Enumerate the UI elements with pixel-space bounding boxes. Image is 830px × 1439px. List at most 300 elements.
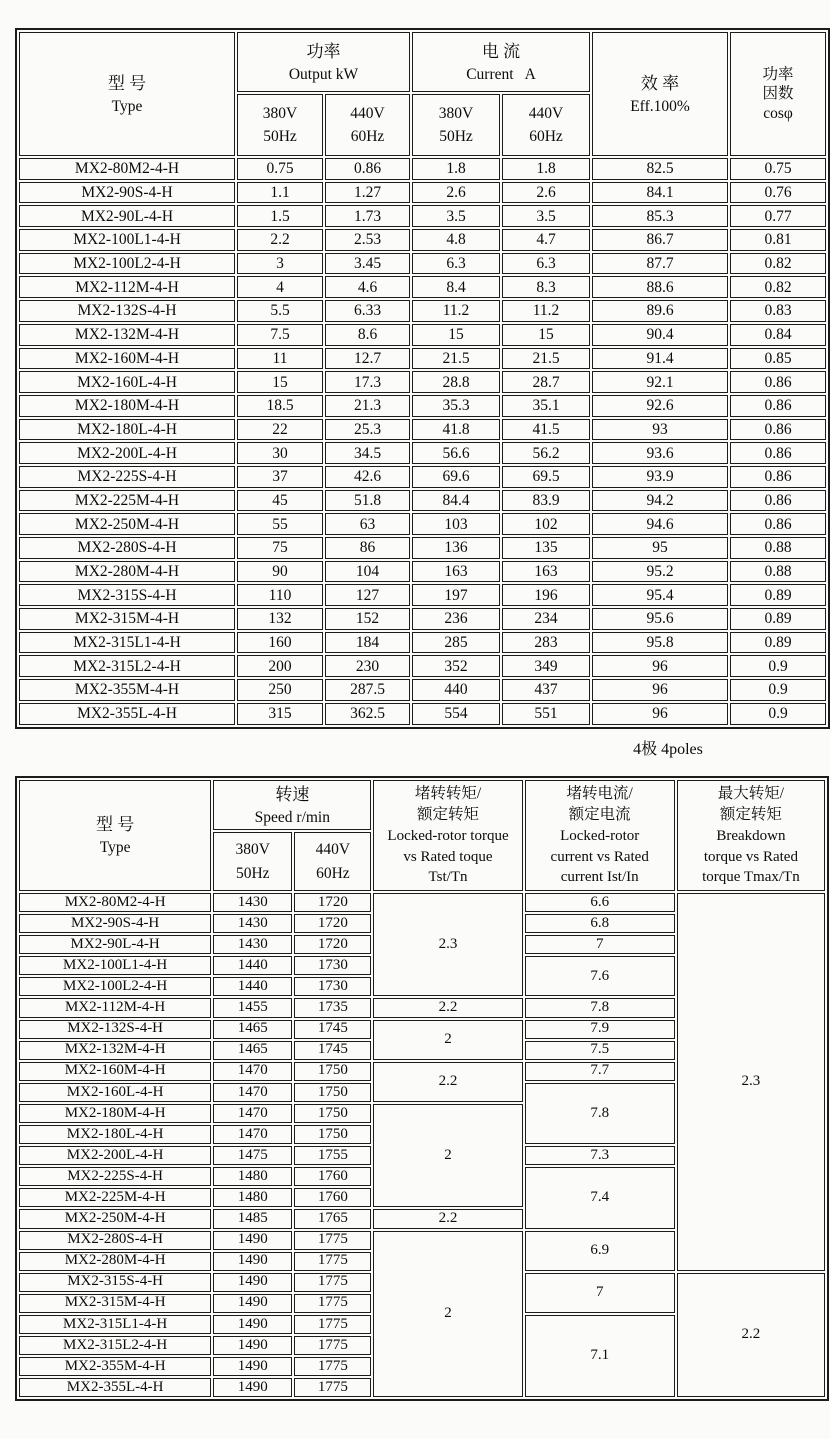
- output-current-table-header: [19, 32, 826, 156]
- header-type: [19, 780, 211, 891]
- value-cell: 1490: [213, 1378, 292, 1397]
- model-cell: MX2-180M-4-H: [19, 1104, 211, 1123]
- value-cell: 1465: [213, 1041, 292, 1060]
- value-cell: 15: [412, 324, 500, 346]
- model-cell: MX2-180L-4-H: [19, 419, 235, 441]
- value-cell: 1485: [213, 1209, 292, 1228]
- value-cell: 1.8: [412, 158, 500, 180]
- header-output-440v: 440V 60Hz: [325, 94, 410, 156]
- table-row: [19, 679, 826, 701]
- value-cell: 1750: [294, 1104, 371, 1123]
- model-cell: MX2-280S-4-H: [19, 537, 235, 559]
- table-row: [19, 395, 826, 417]
- value-cell: 2.53: [325, 229, 410, 251]
- table-row: [19, 276, 826, 298]
- header-speed-cn: 转速: [275, 784, 310, 804]
- table-row: [19, 419, 826, 441]
- header-row-1: [19, 32, 826, 92]
- value-cell: 84.1: [592, 182, 728, 204]
- value-cell: 37: [237, 466, 323, 488]
- header-type-en: Type: [99, 839, 131, 857]
- model-cell: MX2-355M-4-H: [19, 679, 235, 701]
- value-cell: 103: [412, 513, 500, 535]
- model-cell: MX2-160L-4-H: [19, 371, 235, 393]
- header-current-en: Current A: [466, 65, 536, 83]
- value-cell: 0.89: [730, 584, 826, 606]
- value-cell: 21.3: [325, 395, 410, 417]
- value-cell: 1490: [213, 1252, 292, 1271]
- value-cell: 1775: [294, 1252, 371, 1271]
- table-row: [19, 229, 826, 251]
- torque-table-body: [19, 893, 825, 1397]
- value-cell: 1440: [213, 956, 292, 975]
- output-current-table: [15, 28, 830, 729]
- value-cell: 35.1: [502, 395, 590, 417]
- torque-speed-table: [15, 776, 829, 1401]
- value-cell: 86: [325, 537, 410, 559]
- value-cell: 93: [592, 419, 728, 441]
- value-cell: 69.5: [502, 466, 590, 488]
- value-cell: 5.5: [237, 300, 323, 322]
- value-cell: 42.6: [325, 466, 410, 488]
- value-cell: 95.2: [592, 561, 728, 583]
- value-cell: 41.8: [412, 419, 500, 441]
- model-cell: MX2-132S-4-H: [19, 300, 235, 322]
- header-current-a: [412, 32, 590, 92]
- table-row: [19, 205, 826, 227]
- value-cell: 6.33: [325, 300, 410, 322]
- value-cell: 90: [237, 561, 323, 583]
- value-cell: 21.5: [412, 348, 500, 370]
- value-cell: 1720: [294, 914, 371, 933]
- value-cell: 1.73: [325, 205, 410, 227]
- model-cell: MX2-355M-4-H: [19, 1357, 211, 1376]
- model-cell: MX2-315L1-4-H: [19, 1315, 211, 1334]
- header-ist-in: 堵转电流/ 额定电流 Locked-rotor current vs Rated current Ist/In: [525, 780, 675, 891]
- model-cell: MX2-315S-4-H: [19, 1273, 211, 1292]
- value-cell: 0.82: [730, 276, 826, 298]
- value-cell: 0.85: [730, 348, 826, 370]
- value-cell: 102: [502, 513, 590, 535]
- value-cell: 349: [502, 655, 590, 677]
- value-cell: 88.6: [592, 276, 728, 298]
- header-current-cn: 电 流: [481, 41, 521, 61]
- model-cell: MX2-200L-4-H: [19, 1146, 211, 1165]
- model-cell: MX2-100L1-4-H: [19, 956, 211, 975]
- value-cell: 75: [237, 537, 323, 559]
- value-cell: 45: [237, 490, 323, 512]
- value-cell: 1750: [294, 1062, 371, 1081]
- value-cell: 1465: [213, 1020, 292, 1039]
- table-row: [19, 893, 825, 912]
- value-cell: 0.84: [730, 324, 826, 346]
- value-cell: 55: [237, 513, 323, 535]
- value-cell: 551: [502, 703, 590, 725]
- value-cell: 35.3: [412, 395, 500, 417]
- header-tst-tn: 堵转转矩/ 额定转矩 Locked-rotor torque vs Rated toque Tst/Tn: [373, 780, 522, 891]
- value-cell: 1730: [294, 956, 371, 975]
- value-cell: 82.5: [592, 158, 728, 180]
- table-row: [19, 348, 826, 370]
- ist-ratio-cell: 7: [525, 935, 675, 954]
- value-cell: 11: [237, 348, 323, 370]
- value-cell: 94.6: [592, 513, 728, 535]
- value-cell: 1745: [294, 1041, 371, 1060]
- value-cell: 28.8: [412, 371, 500, 393]
- value-cell: 17.3: [325, 371, 410, 393]
- model-cell: MX2-90S-4-H: [19, 182, 235, 204]
- value-cell: 127: [325, 584, 410, 606]
- value-cell: 1745: [294, 1020, 371, 1039]
- value-cell: 1775: [294, 1378, 371, 1397]
- value-cell: 3: [237, 253, 323, 275]
- model-cell: MX2-132M-4-H: [19, 1041, 211, 1060]
- model-cell: MX2-200L-4-H: [19, 442, 235, 464]
- value-cell: 0.77: [730, 205, 826, 227]
- header-speed: [213, 780, 371, 830]
- tmax-ratio-cell: 2.2: [677, 1273, 825, 1398]
- value-cell: 230: [325, 655, 410, 677]
- value-cell: 4.7: [502, 229, 590, 251]
- model-cell: MX2-250M-4-H: [19, 513, 235, 535]
- value-cell: 56.6: [412, 442, 500, 464]
- value-cell: 22: [237, 419, 323, 441]
- header-type: [19, 32, 235, 156]
- value-cell: 440: [412, 679, 500, 701]
- value-cell: 0.9: [730, 679, 826, 701]
- value-cell: 3.5: [412, 205, 500, 227]
- header-efficiency-cn: 效 率: [640, 73, 680, 93]
- value-cell: 56.2: [502, 442, 590, 464]
- value-cell: 1490: [213, 1231, 292, 1250]
- value-cell: 1470: [213, 1062, 292, 1081]
- model-cell: MX2-132M-4-H: [19, 324, 235, 346]
- model-cell: MX2-315S-4-H: [19, 584, 235, 606]
- header-type-cn: 型 号: [95, 815, 135, 835]
- model-cell: MX2-100L1-4-H: [19, 229, 235, 251]
- model-cell: MX2-160M-4-H: [19, 348, 235, 370]
- value-cell: 1720: [294, 893, 371, 912]
- value-cell: 0.86: [730, 490, 826, 512]
- tst-ratio-cell: 2.2: [373, 1209, 522, 1228]
- ist-ratio-cell: 7.4: [525, 1167, 675, 1228]
- table-row: [19, 253, 826, 275]
- tmax-ratio-cell: 2.3: [677, 893, 825, 1271]
- value-cell: 96: [592, 679, 728, 701]
- poles-caption: 4极 4poles: [633, 741, 703, 758]
- value-cell: 92.6: [592, 395, 728, 417]
- value-cell: 200: [237, 655, 323, 677]
- table-row: [19, 537, 826, 559]
- value-cell: 1480: [213, 1167, 292, 1186]
- model-cell: MX2-315L1-4-H: [19, 632, 235, 654]
- tst-ratio-cell: 2: [373, 1104, 522, 1207]
- value-cell: 0.88: [730, 537, 826, 559]
- value-cell: 96: [592, 703, 728, 725]
- value-cell: 0.86: [730, 371, 826, 393]
- table-row: [19, 182, 826, 204]
- value-cell: 236: [412, 608, 500, 630]
- value-cell: 1730: [294, 977, 371, 996]
- table-row: [19, 608, 826, 630]
- model-cell: MX2-225S-4-H: [19, 466, 235, 488]
- value-cell: 83.9: [502, 490, 590, 512]
- value-cell: 91.4: [592, 348, 728, 370]
- value-cell: 1760: [294, 1188, 371, 1207]
- model-cell: MX2-80M2-4-H: [19, 158, 235, 180]
- value-cell: 90.4: [592, 324, 728, 346]
- model-cell: MX2-90S-4-H: [19, 914, 211, 933]
- value-cell: 283: [502, 632, 590, 654]
- value-cell: 362.5: [325, 703, 410, 725]
- value-cell: 84.4: [412, 490, 500, 512]
- header-output-en: Output kW: [288, 65, 359, 83]
- table-row: [19, 442, 826, 464]
- model-cell: MX2-180M-4-H: [19, 395, 235, 417]
- value-cell: 11.2: [412, 300, 500, 322]
- value-cell: 0.89: [730, 608, 826, 630]
- value-cell: 437: [502, 679, 590, 701]
- value-cell: 1775: [294, 1357, 371, 1376]
- value-cell: 18.5: [237, 395, 323, 417]
- value-cell: 94.2: [592, 490, 728, 512]
- value-cell: 132: [237, 608, 323, 630]
- value-cell: 89.6: [592, 300, 728, 322]
- value-cell: 0.86: [730, 419, 826, 441]
- header-pf-en: cosφ: [763, 104, 793, 122]
- value-cell: 6.3: [502, 253, 590, 275]
- value-cell: 1490: [213, 1294, 292, 1313]
- value-cell: 25.3: [325, 419, 410, 441]
- model-cell: MX2-160M-4-H: [19, 1062, 211, 1081]
- ist-ratio-cell: 7.1: [525, 1315, 675, 1397]
- value-cell: 0.9: [730, 703, 826, 725]
- value-cell: 152: [325, 608, 410, 630]
- value-cell: 0.86: [325, 158, 410, 180]
- value-cell: 86.7: [592, 229, 728, 251]
- value-cell: 1470: [213, 1104, 292, 1123]
- value-cell: 0.81: [730, 229, 826, 251]
- value-cell: 2.2: [237, 229, 323, 251]
- model-cell: MX2-90L-4-H: [19, 935, 211, 954]
- value-cell: 4: [237, 276, 323, 298]
- value-cell: 1735: [294, 998, 371, 1017]
- value-cell: 1750: [294, 1083, 371, 1102]
- value-cell: 96: [592, 655, 728, 677]
- value-cell: 1430: [213, 935, 292, 954]
- value-cell: 554: [412, 703, 500, 725]
- header-type-en: Type: [111, 97, 143, 115]
- model-cell: MX2-280M-4-H: [19, 1252, 211, 1271]
- model-cell: MX2-315L2-4-H: [19, 1336, 211, 1355]
- value-cell: 1490: [213, 1273, 292, 1292]
- value-cell: 85.3: [592, 205, 728, 227]
- value-cell: 0.82: [730, 253, 826, 275]
- table-row: [19, 324, 826, 346]
- value-cell: 1755: [294, 1146, 371, 1165]
- ist-ratio-cell: 7.5: [525, 1041, 675, 1060]
- model-cell: MX2-280M-4-H: [19, 561, 235, 583]
- value-cell: 2.6: [502, 182, 590, 204]
- value-cell: 8.6: [325, 324, 410, 346]
- header-output-380v: 380V 50Hz: [237, 94, 323, 156]
- model-cell: MX2-280S-4-H: [19, 1231, 211, 1250]
- tst-ratio-cell: 2.2: [373, 998, 522, 1017]
- value-cell: 0.75: [237, 158, 323, 180]
- table-row: [19, 513, 826, 535]
- value-cell: 41.5: [502, 419, 590, 441]
- model-cell: MX2-112M-4-H: [19, 998, 211, 1017]
- value-cell: 1490: [213, 1357, 292, 1376]
- value-cell: 95.6: [592, 608, 728, 630]
- header-speed-440v: 440V 60Hz: [294, 832, 371, 891]
- table-row: [19, 300, 826, 322]
- value-cell: 1440: [213, 977, 292, 996]
- value-cell: 2.6: [412, 182, 500, 204]
- header-efficiency: [592, 32, 728, 156]
- value-cell: 0.86: [730, 395, 826, 417]
- value-cell: 136: [412, 537, 500, 559]
- header-current-380v: 380V 50Hz: [412, 94, 500, 156]
- model-cell: MX2-355L-4-H: [19, 1378, 211, 1397]
- value-cell: 234: [502, 608, 590, 630]
- header-speed-en: Speed r/min: [254, 808, 330, 826]
- value-cell: 0.89: [730, 632, 826, 654]
- value-cell: 1.5: [237, 205, 323, 227]
- ist-ratio-cell: 6.9: [525, 1231, 675, 1271]
- value-cell: 1475: [213, 1146, 292, 1165]
- model-cell: MX2-225S-4-H: [19, 1167, 211, 1186]
- ist-ratio-cell: 7.8: [525, 1083, 675, 1144]
- value-cell: 28.7: [502, 371, 590, 393]
- value-cell: 1455: [213, 998, 292, 1017]
- table-row: [19, 561, 826, 583]
- value-cell: 12.7: [325, 348, 410, 370]
- header-output-cn: 功率: [306, 41, 341, 61]
- model-cell: MX2-180L-4-H: [19, 1125, 211, 1144]
- value-cell: 0.9: [730, 655, 826, 677]
- model-cell: MX2-225M-4-H: [19, 490, 235, 512]
- model-cell: MX2-100L2-4-H: [19, 253, 235, 275]
- value-cell: 287.5: [325, 679, 410, 701]
- table-row: [19, 655, 826, 677]
- value-cell: 0.75: [730, 158, 826, 180]
- value-cell: 1430: [213, 914, 292, 933]
- ist-ratio-cell: 7.7: [525, 1062, 675, 1081]
- value-cell: 15: [502, 324, 590, 346]
- value-cell: 93.9: [592, 466, 728, 488]
- ist-ratio-cell: 6.6: [525, 893, 675, 912]
- value-cell: 51.8: [325, 490, 410, 512]
- ist-ratio-cell: 7: [525, 1273, 675, 1313]
- value-cell: 1775: [294, 1231, 371, 1250]
- value-cell: 285: [412, 632, 500, 654]
- value-cell: 8.4: [412, 276, 500, 298]
- value-cell: 1775: [294, 1336, 371, 1355]
- header-pf-cn1: 功率: [762, 65, 794, 83]
- value-cell: 1480: [213, 1188, 292, 1207]
- value-cell: 197: [412, 584, 500, 606]
- header-efficiency-en: Eff.100%: [630, 97, 690, 115]
- value-cell: 3.45: [325, 253, 410, 275]
- value-cell: 7.5: [237, 324, 323, 346]
- table-row: [19, 584, 826, 606]
- torque-speed-table-header: [19, 780, 825, 891]
- header-output-kw: [237, 32, 410, 92]
- value-cell: 163: [502, 561, 590, 583]
- header-pf-cn2: 因数: [762, 85, 794, 103]
- value-cell: 1720: [294, 935, 371, 954]
- value-cell: 3.5: [502, 205, 590, 227]
- value-cell: 30: [237, 442, 323, 464]
- value-cell: 6.3: [412, 253, 500, 275]
- value-cell: 352: [412, 655, 500, 677]
- value-cell: 11.2: [502, 300, 590, 322]
- value-cell: 4.8: [412, 229, 500, 251]
- value-cell: 110: [237, 584, 323, 606]
- value-cell: 95.4: [592, 584, 728, 606]
- value-cell: 135: [502, 537, 590, 559]
- value-cell: 0.86: [730, 466, 826, 488]
- table-row: [19, 158, 826, 180]
- value-cell: 95.8: [592, 632, 728, 654]
- value-cell: 92.1: [592, 371, 728, 393]
- value-cell: 1430: [213, 893, 292, 912]
- table-row: [19, 632, 826, 654]
- value-cell: 1775: [294, 1294, 371, 1313]
- value-cell: 34.5: [325, 442, 410, 464]
- value-cell: 1760: [294, 1167, 371, 1186]
- tst-ratio-cell: 2: [373, 1020, 522, 1060]
- model-cell: MX2-355L-4-H: [19, 703, 235, 725]
- value-cell: 160: [237, 632, 323, 654]
- value-cell: 15: [237, 371, 323, 393]
- value-cell: 163: [412, 561, 500, 583]
- output-table-body: [19, 158, 826, 725]
- tst-ratio-cell: 2: [373, 1231, 522, 1398]
- value-cell: 93.6: [592, 442, 728, 464]
- value-cell: 250: [237, 679, 323, 701]
- model-cell: MX2-250M-4-H: [19, 1209, 211, 1228]
- value-cell: 0.86: [730, 513, 826, 535]
- ist-ratio-cell: 7.3: [525, 1146, 675, 1165]
- header-speed-380v: 380V 50Hz: [213, 832, 292, 891]
- value-cell: 0.88: [730, 561, 826, 583]
- value-cell: 1490: [213, 1336, 292, 1355]
- table-row: [19, 703, 826, 725]
- value-cell: 0.76: [730, 182, 826, 204]
- value-cell: 0.86: [730, 442, 826, 464]
- model-cell: MX2-90L-4-H: [19, 205, 235, 227]
- model-cell: MX2-160L-4-H: [19, 1083, 211, 1102]
- value-cell: 4.6: [325, 276, 410, 298]
- ist-ratio-cell: 7.8: [525, 998, 675, 1017]
- ist-ratio-cell: 6.8: [525, 914, 675, 933]
- model-cell: MX2-112M-4-H: [19, 276, 235, 298]
- model-cell: MX2-100L2-4-H: [19, 977, 211, 996]
- tst-ratio-cell: 2.2: [373, 1062, 522, 1102]
- model-cell: MX2-315M-4-H: [19, 1294, 211, 1313]
- table-row: [19, 466, 826, 488]
- value-cell: 1470: [213, 1125, 292, 1144]
- model-cell: MX2-225M-4-H: [19, 1188, 211, 1207]
- value-cell: 21.5: [502, 348, 590, 370]
- value-cell: 1490: [213, 1315, 292, 1334]
- header-row-1: [19, 780, 825, 830]
- model-cell: MX2-315L2-4-H: [19, 655, 235, 677]
- header-tmax-tn: 最大转矩/ 额定转矩 Breakdown torque vs Rated torque Tmax/Tn: [677, 780, 825, 891]
- value-cell: 196: [502, 584, 590, 606]
